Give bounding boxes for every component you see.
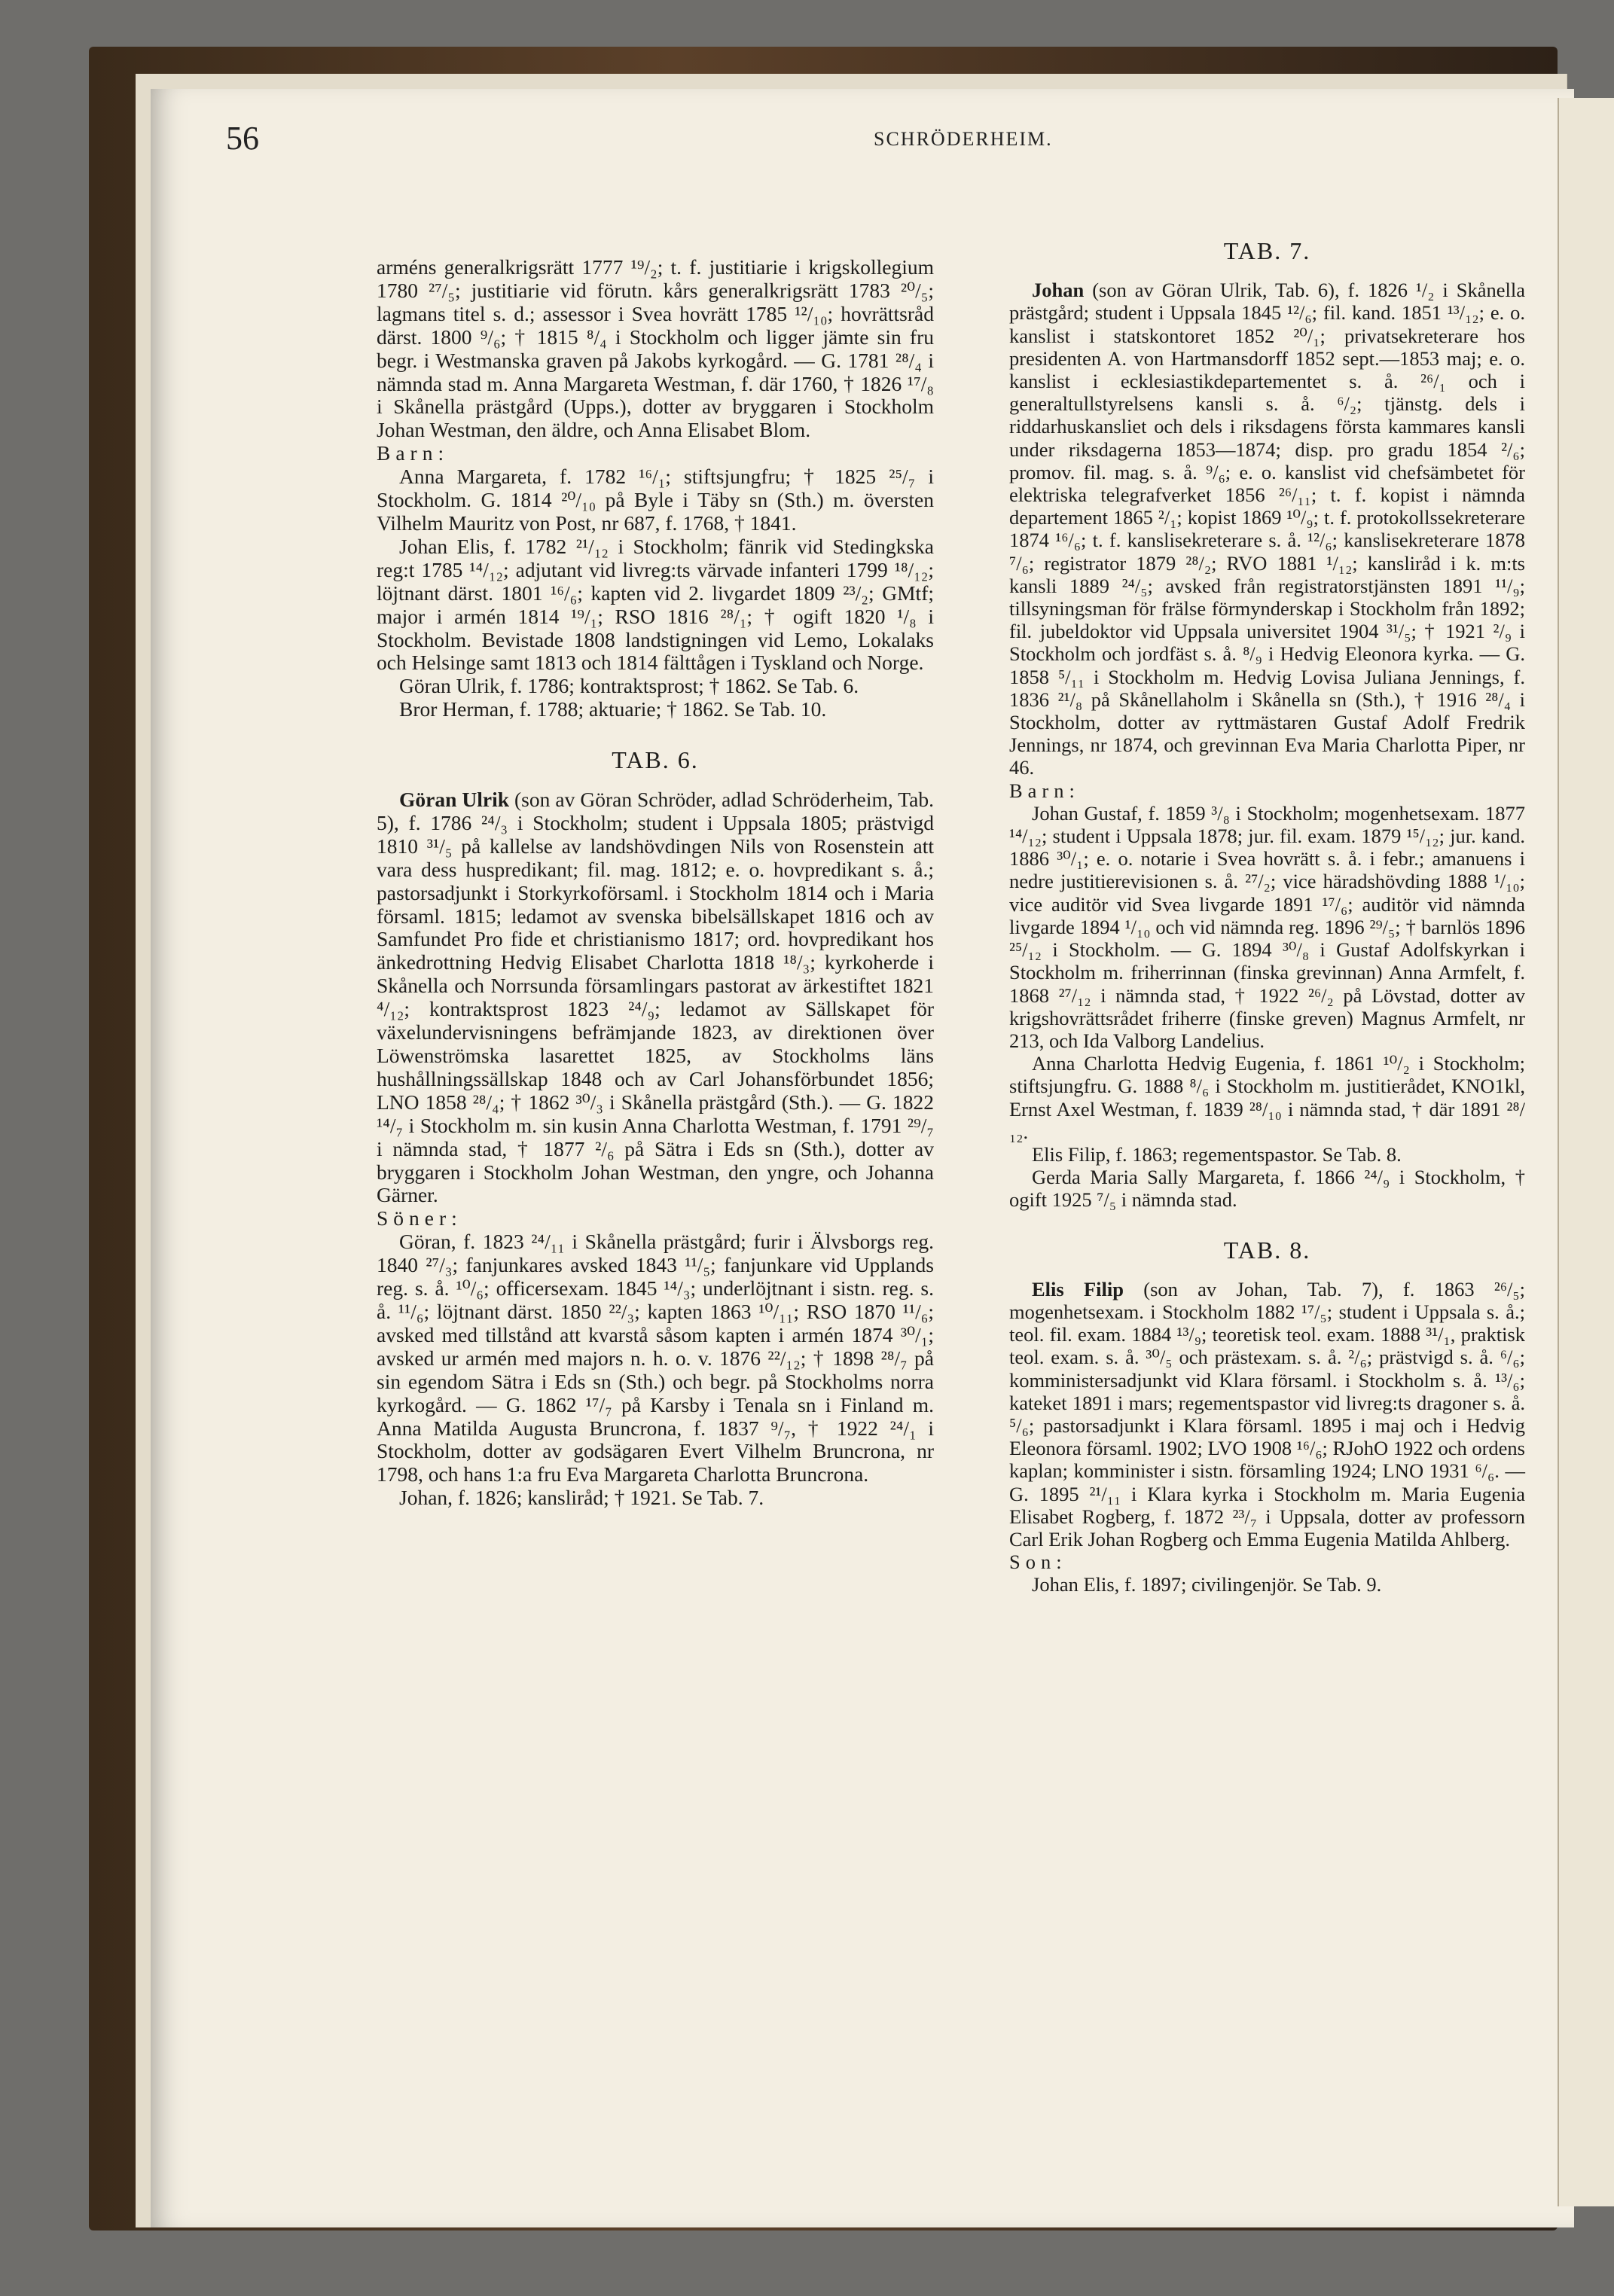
tab-7-text: (son av Göran Ulrik, Tab. 6), f. 1826 ¹/₂ i Skånella prästgård; student i Uppsala 1845 ¹²/₆; fil. kand. 1851 ¹³/₁₂; e. o. kanslist i statskontoret 1852 ²⁰/₁; privatsekreterare hos presidenten A. von Hartmansdorff 1852 sept.—1853 maj; e. o. kanslist i ecklesiastikdepartementet s. å. ²⁶/₁ och i generaltullstyrelsens kansli s. å. ⁶/₂; tjänstg. dels i riddarhuskansliet och dels i riksdagens första kammares kansli under riksdagerna 1853—1874; disp. pro gradu 1854 ²/₆; promov. fil. mag. s. å. ⁹/₆; e. o. kanslist vid chefsämbetet för elektriska telegrafverket 1856 ²⁶/₁₁; t. f. kopist i nämnda departement 1865 ²/₁; kopist 1869 ¹⁰/₉; t. f. protokollssekreterare 1874 ¹⁶/₆; t. f. kanslisekreterare s. å. ¹²/₆; kanslisekreterare 1878 ⁷/₆; registrator 1879 ²⁸/₂; RVO 1881 ¹/₁₂; kanslіråd i k. m:ts kansli 1889 ²⁴/₅; avsked från registratorstjänsten 1891 ¹¹/₉; tillsyningsman för frälse förmynderskap i Stockholm från 1892; fil. jubeldoktor vid Uppsala universitet 1904 ³¹/₅; † 1921 ²/₉ i Stockholm och jordfäst s. å. ⁸/₉ i Hedvig Eleonora kyrka. — G. 1858 ⁵/₁₁ i Stockholm m. Hedvig Lovisa Juliana Jennings, f. 1836 ²¹/₈ på Skånellaholm i Skånella sn (Sth.), † 1916 ²⁸/₄ i Stockholm, dotter av ryttmästaren Gustaf Adolf Fredrik Jennings, nr 1874, och grevinnan Eva Maria Charlotta Piper, nr 46. (1009, 279, 1525, 779)
right-page-edge (1558, 98, 1614, 2206)
barn-label: Barn: (1009, 779, 1080, 802)
soner-label: Söner: (377, 1206, 462, 1230)
tab-6-paragraph (377, 788, 934, 1207)
tab-7-heading: TAB. 7. (1223, 237, 1311, 264)
intro-paragraph: arméns generalkrigsrätt 1777 ¹⁹/₂; t. f. justitiarie i krigskollegium 1780 ²⁷/₅; justitiarie vid förutn. kårs generalkrigsrätt 1783 ²⁰/₅; lagmans titel s. d.; assessor i Svea hovrätt 1785 ¹²/₁₀; hovrättsråd därst. 1800 ⁹/₆; † 1815 ⁸/₄ i Stockholm och ligger jämte sin fru begr. i Westmanska graven på Jakobs kyrkogård. — G. 1781 ²⁸/₄ i nämnda stad m. Anna Margareta Westman, f. där 1760, † 1826 ¹⁷/₈ i Skånella prästgård (Upps.), dotter av bryggaren i Stockholm Johan Westman, den äldre, och Anna Elisabet Blom. (377, 255, 934, 442)
child-entry: Bror Herman, f. 1788; aktuarie; † 1862. Se Tab. 10. (399, 697, 827, 721)
son-label: Son: (1009, 1550, 1067, 1574)
tab-8-name: Elis Filip (1032, 1277, 1124, 1300)
left-column (377, 256, 934, 1510)
tab-8-paragraph (1009, 1278, 1525, 1550)
tab-7-name: Johan (1032, 279, 1085, 302)
tab-7-paragraph (1009, 279, 1525, 779)
tab-8-heading: TAB. 8. (1223, 1236, 1311, 1264)
page-header (226, 119, 1544, 179)
son-entry: Göran, f. 1823 ²⁴/₁₁ i Skånella prästgård; furir i Älvsborgs reg. 1840 ²⁷/₃; fanjunkares avsked 1843 ¹¹/₅; fanjunkare vid Upplands reg. s. å. ¹⁰/₆; officersexam. 1845 ¹⁴/₃; underlöjtnant i sistn. reg. s. å. ¹¹/₆; löjtnant därst. 1850 ²²/₃; kapten 1863 ¹⁰/₁₁; RSO 1870 ¹¹/₆; avsked med tillstånd att kvarstå såsom kapten i armén 1874 ³⁰/₁; avsked ur armén med majors n. h. o. v. 1876 ²²/₁₂; † 1898 ²⁸/₇ på sin egendom Sätra i Eds sn (Sth.) och begr. på Stockholms norra kyrkogård. — G. 1862 ¹⁷/₇ på Karsby i Tenala sn i Finland m. Anna Matilda Augusta Bruncrona, f. 1837 ⁹/₇, † 1922 ²⁴/₁ i Stockholm, dotter av godsägaren Evert Vilhelm Bruncrona, nr 1798, och hans 1:a fru Eva Margareta Charlotta Bruncrona. (377, 1230, 934, 1486)
son-entry: Johan Elis, f. 1897; civilingenjör. Se Tab. 9. (1032, 1573, 1382, 1596)
child-entry: Anna Charlotta Hedvig Eugenia, f. 1861 ¹⁰/₂ i Stockholm; stiftsjungfru. G. 1888 ⁸/₆ i Stockholm m. justitierådet, KNO1kl, Ernst Axel Westman, f. 1839 ²⁸/₁₀ i nämnda stad, † där 1891 ²⁸/₁₂. (1009, 1052, 1525, 1143)
barn-label: Barn: (377, 441, 450, 465)
tab-6-name: Göran Ulrik (399, 788, 510, 812)
child-entry: Johan Gustaf, f. 1859 ³/₈ i Stockholm; mogenhetsexam. 1877 ¹⁴/₁₂; student i Uppsala 1878; jur. fil. exam. 1879 ¹⁵/₁₂; jur. kand. 1886 ³⁰/₁; e. o. notarie i Svea hovrätt s. å. i febr.; amanuens i nedre justitierevisionen s. å. ²⁷/₂; vice häradshövding 1888 ¹/₁₀; vice auditör vid Svea livgarde 1891 ¹⁷/₆; auditör vid nämnda livgarde 1894 ¹/₁₀ och vid nämnda reg. 1896 ²⁹/₅; † barnlös 1896 ²⁵/₁₂ i Stockholm. — G. 1894 ³⁰/₈ i Gustaf Adolfskyrkan i Stockholm m. friherrinnan (finska grevinnan) Anna Armfelt, f. 1868 ²⁷/₁₂ i nämnda stad, † 1922 ²⁶/₂ på Lövstad, dotter av krigshovrättsrådet friherre (finske greven) Magnus Armfelt, nr 213, och Ida Valborg Landelius. (1009, 801, 1525, 1052)
child-entry: Göran Ulrik, f. 1786; kontraktsprost; † 1862. Se Tab. 6. (399, 674, 859, 698)
tab-6-text: (son av Göran Schröder, adlad Schröderheim, Tab. 5), f. 1786 ²⁴/₃ i Stockholm; student i Uppsala 1805; prästvigd 1810 ³¹/₅ på kallelse av landshövdingen Nils von Rosenstein att vara dess huspredikant; fil. mag. 1812; e. o. hovpredikant s. å.; pastorsadjunkt i Storkyrkoförsaml. i Stockholm 1814 och i Maria församl. 1815; ledamot av svenska bibelsällskapet 1816 och av Samfundet Pro fide et christianismo 1817; ord. hovpredikant hos änkedrottning Hedvig Elisabet Charlotta 1818 ¹⁸/₃; kyrkoherde i Skånella och Norrsunda församlingars pastorat av ärkestiftet 1821 ⁴/₁₂; kontraktsprost 1823 ²⁴/₉; ledamot av Sällskapet för växelundervisningens befrämjande 1823, av direktionen över Löwenströmska lasarettet 1825, av Stockholms läns hushållningssällskap 1848 och av Carl Johansförbundet 1856; LNO 1858 ²⁸/₄; † 1862 ³⁰/₃ i Skånella prästgård (Sth.). — G. 1822 ¹⁴/₇ i Stockholm m. sin kusin Anna Charlotta Westman, f. 1791 ²⁹/₇ i nämnda stad, † 1877 ²/₆ på Sätra i Eds sn (Sth.), dotter av bryggaren i Stockholm Johan Westman, den yngre, och Johanna Gärner. (377, 788, 934, 1207)
tab-8-text: (son av Johan, Tab. 7), f. 1863 ²⁶/₅; mogenhetsexam. i Stockholm 1882 ¹⁷/₅; student i Uppsala s. å.; teol. fil. exam. 1884 ¹³/₉; teoretisk teol. exam. 1888 ³¹/₁, praktisk teol. exam. s. å. ³⁰/₅ och prästexam. s. å. ²/₆; prästvigd s. å. ⁶/₆; komministersadjunkt vid Klara församl. i Stockholm s. å. ¹³/₆; kateket 1891 i mars; regementspastor vid livreg:ts dragoner s. å. ⁵/₆; pastorsadjunkt i Klara församl. 1895 i maj och i Hedvig Eleonora församl. 1902; LVO 1908 ¹⁶/₆; RJohO 1922 och ordens kaplan; komminister i sistn. församling 1924; LNO 1931 ⁶/₆. — G. 1895 ²¹/₁₁ i Klara kyrka i Stockholm m. Maria Eugenia Elisabet Rogberg, f. 1872 ²³/₇ i Uppsala, dotter av professorn Carl Erik Johan Rogberg och Emma Eugenia Matilda Ahlberg. (1009, 1277, 1525, 1550)
child-entry: Elis Filip, f. 1863; regementspastor. Se Tab. 8. (1032, 1142, 1402, 1166)
child-entry: Anna Margareta, f. 1782 ¹⁶/₁; stiftsjungfru; † 1825 ²⁵/₇ i Stockholm. G. 1814 ²⁰/₁₀ på Byle i Täby sn (Sth.) m. översten Vilhelm Mauritz von Post, nr 687, f. 1768, † 1841. (377, 465, 934, 535)
running-title: SCHRÖDERHEIM. (874, 128, 1053, 150)
child-entry: Gerda Maria Sally Margareta, f. 1866 ²⁴/₉ i Stockholm, † ogift 1925 ⁷/₅ i nämnda stad. (1009, 1166, 1525, 1212)
right-column (1009, 237, 1525, 1596)
tab-6-heading: TAB. 6. (612, 746, 699, 774)
son-entry: Johan, f. 1826; kanslіråd; † 1921. Se Tab. 7. (399, 1486, 764, 1510)
child-entry: Johan Elis, f. 1782 ²¹/₁₂ i Stockholm; fänrik vid Stedingkska reg:t 1785 ¹⁴/₁₂; adjutant vid livreg:ts värvade infanteri 1799 ¹⁸/₁₂; löjtnant därst. 1801 ¹⁶/₆; kapten vid 2. livgardet 1809 ²³/₂; GMtf; major i armén 1814 ¹⁹/₁; RSO 1816 ²⁸/₁; † ogift 1820 ¹/₈ i Stockholm. Bevistade 1808 landstigningen vid Lemo, Lokalaks och Helsinge samt 1813 och 1814 fälttågen i Tyskland och Norge. (377, 534, 934, 675)
page-number: 56 (226, 120, 259, 157)
